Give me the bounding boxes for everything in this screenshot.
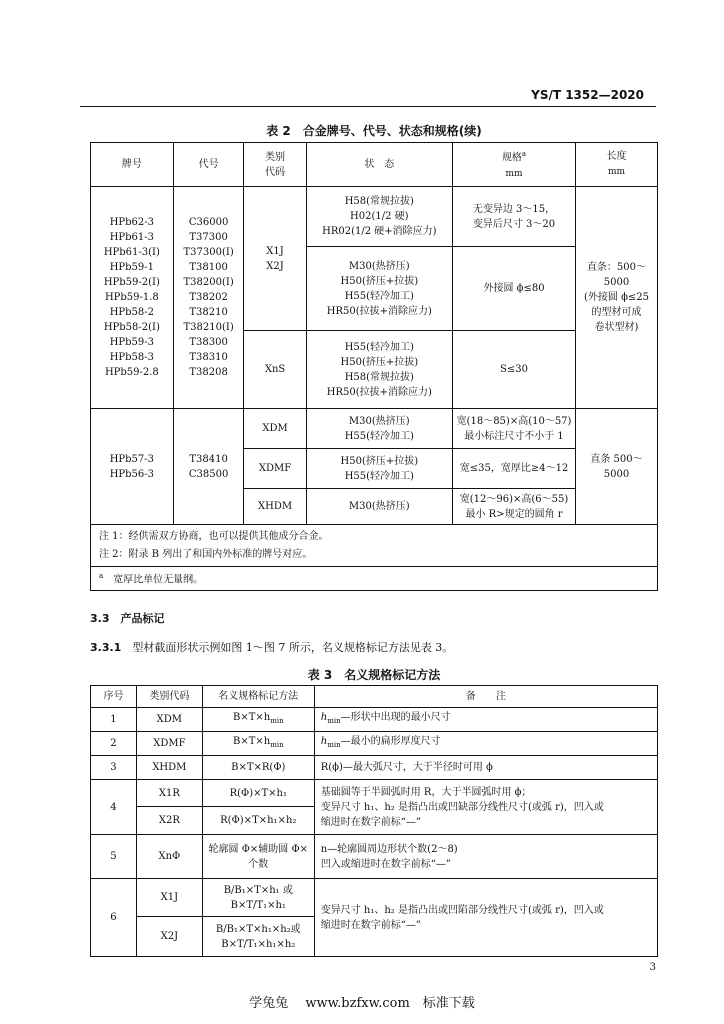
header-rule bbox=[80, 106, 656, 107]
cell-line: T38100 bbox=[189, 262, 228, 273]
cell-line: H58(常规拉拔) bbox=[344, 196, 414, 207]
cell-line: HPb59-2.8 bbox=[104, 367, 159, 378]
cell-code: XnΦ bbox=[136, 835, 202, 879]
cell-line: H55(轻冷加工) bbox=[344, 470, 414, 482]
cell-no: 6 bbox=[91, 879, 137, 957]
cell-line: HR50(拉拔+消除应力) bbox=[326, 386, 432, 398]
group2-cat-xhdm: XHDM bbox=[244, 489, 306, 525]
cell-line: HPb59-1.8 bbox=[104, 292, 159, 303]
cell-line: T38202 bbox=[189, 292, 228, 303]
cell-line: H55(轻冷加工) bbox=[344, 290, 414, 302]
cell-line: (外接圆 ϕ≤25 bbox=[583, 292, 649, 303]
cell-line: 变异尺寸 h₁、h₂ 是指凸出或凹缺部分线性尺寸(或弧 r)，凹入或 bbox=[320, 801, 604, 813]
group2-cat-xdm: XDM bbox=[244, 409, 306, 449]
cell-no: 2 bbox=[91, 732, 137, 756]
group1-state-a2 bbox=[306, 247, 452, 331]
cell-no: 3 bbox=[91, 756, 137, 780]
cell-method: $B\times T\times h_{min}$ bbox=[202, 732, 314, 756]
cell-method: B/B₁×T×h₁×h₂或 B×T/T₁×h₁×h₂ bbox=[202, 917, 314, 957]
cell-line: T38410 bbox=[189, 453, 228, 465]
group2-codes bbox=[173, 409, 244, 525]
group1-state-b bbox=[306, 331, 452, 409]
cell-line: HPb61-3 bbox=[109, 232, 155, 243]
cell-line: 基础圆等于半圆弧时用 R，大于半圆弧时用 ϕ； bbox=[320, 786, 532, 798]
cell-method: B×T×R(Φ) bbox=[202, 756, 314, 780]
cell-line: HPb58-2 bbox=[109, 307, 155, 318]
cell-line: 变异后尺寸 3～20 bbox=[472, 218, 556, 230]
group2-spec-xdmf: 宽≤35，宽厚比≥4～12 bbox=[453, 449, 576, 489]
cell-line: T38310 bbox=[189, 352, 228, 363]
cell-method: $B\times T\times h_{min}$ bbox=[202, 708, 314, 732]
cell-line: HR50(拉拔+消除应力) bbox=[326, 305, 432, 317]
table2-footnote: $^a$ 宽厚比单位无量纲。 bbox=[91, 567, 658, 591]
cell-line: H50(挤压+拉拔) bbox=[340, 275, 419, 287]
group2-state-xhdm: M30(热挤压) bbox=[306, 489, 452, 525]
cell-line: HR02(1/2 硬+消除应力) bbox=[322, 226, 437, 237]
th3-remark: 备 注 bbox=[314, 686, 657, 708]
cell-line: 卷状型材) bbox=[594, 322, 639, 333]
cell-line: H55(轻冷加工) bbox=[344, 430, 414, 442]
th3-code: 类别代码 bbox=[136, 686, 202, 708]
cell-line: HPb59-3 bbox=[109, 337, 155, 348]
group2-grades bbox=[91, 409, 174, 525]
cell-line: H55(轻冷加工) bbox=[344, 341, 414, 353]
cell-line: T37300 bbox=[189, 232, 228, 243]
cell-code: XHDM bbox=[136, 756, 202, 780]
group1-cat-a: X1J X2J bbox=[244, 187, 306, 331]
standard-number: YS/T 1352—2020 bbox=[531, 88, 644, 102]
cell-line: H58(常规拉拔) bbox=[344, 371, 414, 383]
group2-cat-xdmf: XDMF bbox=[244, 449, 306, 489]
cell-line: HPb58-2(Ⅰ) bbox=[103, 322, 160, 333]
cell-line: C38500 bbox=[188, 468, 229, 480]
cell-no: 5 bbox=[91, 835, 137, 879]
cell-line: T38210 bbox=[189, 307, 228, 318]
th-category: 类别 代码 bbox=[244, 143, 306, 187]
cell-line: H02(1/2 硬) bbox=[350, 211, 409, 222]
group2-state-xdm bbox=[306, 409, 452, 449]
cell-line: 宽(12～96)×高(6～55) bbox=[459, 493, 569, 505]
group1-spec-b: S≤30 bbox=[453, 331, 576, 409]
table2-header-row bbox=[91, 143, 658, 187]
cell-method: R(Φ)×T×h₁×h₂ bbox=[202, 807, 314, 835]
cell-remark: R(ϕ)—最大弧尺寸，大于半径时可用 ϕ bbox=[314, 756, 657, 780]
cell-line: HPb59-1 bbox=[109, 262, 155, 273]
table3-row-4a bbox=[91, 780, 658, 807]
group1-spec-a1 bbox=[453, 187, 576, 247]
cell-line: T38300 bbox=[189, 337, 228, 348]
group1-length bbox=[575, 187, 657, 409]
cell-line: 直条：500～5000 bbox=[586, 262, 647, 288]
cell-line: HPb58-3 bbox=[109, 352, 155, 363]
table3 bbox=[90, 685, 658, 957]
th-code: 代号 bbox=[173, 143, 244, 187]
th-state: 状 态 bbox=[306, 143, 452, 187]
cell-remark: $h_{min}—$最小的扁形厚度尺寸 bbox=[314, 732, 657, 756]
table2 bbox=[90, 142, 658, 591]
group1-grades bbox=[91, 187, 174, 409]
cell-line: HPb59-2(Ⅰ) bbox=[103, 277, 160, 288]
th3-no: 序号 bbox=[91, 686, 137, 708]
cell-code: X2J bbox=[136, 917, 202, 957]
table3-row-3 bbox=[91, 756, 658, 780]
table3-row-6a bbox=[91, 879, 658, 917]
cell-line: H50(挤压+拉拔) bbox=[340, 356, 419, 368]
cell-method: B/B₁×T×h₁ 或 B×T/T₁×h₁ bbox=[202, 879, 314, 917]
table3-row-1 bbox=[91, 708, 658, 732]
th-grade: 牌号 bbox=[91, 143, 174, 187]
th3-method: 名义规格标记方法 bbox=[202, 686, 314, 708]
cell-method: R(Φ)×T×h₁ bbox=[202, 780, 314, 807]
cell-line: 最小标注尺寸不小于 1 bbox=[464, 430, 564, 442]
table3-caption: 表 3 名义规格标记方法 bbox=[307, 668, 441, 682]
cell-line: 无变异边 3～15， bbox=[472, 203, 556, 215]
cell-remark: $h_{min}—$形状中出现的最小尺寸 bbox=[314, 708, 657, 732]
cell-no: 1 bbox=[91, 708, 137, 732]
cell-code: X1R bbox=[136, 780, 202, 807]
cell-line: 缩进时在数字前标“—” bbox=[320, 816, 421, 828]
cell-line: n—轮廓圆周边形状个数(2～8) bbox=[320, 843, 458, 855]
table3-header-row bbox=[91, 686, 658, 708]
table3-row-5 bbox=[91, 835, 658, 879]
cell-line: 宽(18～85)×高(10～57) bbox=[456, 415, 572, 427]
cell-code: X1J bbox=[136, 879, 202, 917]
section-heading: 3.3 产品标记 bbox=[90, 612, 165, 625]
group2-spec-xdm bbox=[453, 409, 576, 449]
th-spec: 规格$^a$ mm bbox=[453, 143, 576, 187]
cell-no: 4 bbox=[91, 780, 137, 835]
cell-line: 的型材可成 bbox=[591, 307, 642, 318]
cell-remark bbox=[314, 835, 657, 879]
group2-state-xdmf bbox=[306, 449, 452, 489]
table3-row-2 bbox=[91, 732, 658, 756]
group1-cat-b: XnS bbox=[244, 331, 306, 409]
cell-code: X2R bbox=[136, 807, 202, 835]
cell-line: C36000 bbox=[188, 217, 229, 228]
cell-line: 缩进时在数字前标“—” bbox=[320, 919, 421, 931]
group1-state-a1 bbox=[306, 187, 452, 247]
th-length: 长度 mm bbox=[575, 143, 657, 187]
cell-line: T38210(Ⅰ) bbox=[183, 322, 234, 333]
cell-line: HPb61-3(Ⅰ) bbox=[103, 247, 160, 258]
cell-line: T38208 bbox=[189, 367, 228, 378]
cell-line: H50(挤压+拉拔) bbox=[340, 455, 419, 467]
cell-line: 变异尺寸 h₁、h₂ 是指凸出或凹陷部分线性尺寸(或弧 r)，凹入或 bbox=[320, 904, 604, 916]
cell-line: HPb57-3 bbox=[109, 453, 155, 465]
footer-watermark: 学兔兔 www.bzfxw.com 标准下载 bbox=[249, 996, 475, 1011]
paragraph-3-3-1: 3.3.1 型材截面形状示例如图 1～图 7 所示，名义规格标记方法见表 3。 bbox=[90, 641, 454, 654]
group1-spec-a2: 外接圆 ϕ≤80 bbox=[453, 247, 576, 331]
table2-caption: 表 2 合金牌号、代号、状态和规格(续) bbox=[266, 124, 482, 138]
cell-line: T38200(Ⅰ) bbox=[183, 277, 234, 288]
cell-code: XDMF bbox=[136, 732, 202, 756]
cell-line: M30(热挤压) bbox=[348, 260, 410, 272]
cell-line: HPb56-3 bbox=[109, 468, 155, 480]
cell-remark bbox=[314, 780, 657, 835]
page-number: 3 bbox=[649, 962, 656, 973]
cell-line: 最小 R>规定的圆角 r bbox=[465, 508, 563, 520]
group2-length: 直条 500～5000 bbox=[575, 409, 657, 525]
table2-notes: 注 1：经供需双方协商，也可以提供其他成分合金。 注 2：附录 B 列出了和国内外标准的牌号对应。 bbox=[91, 525, 658, 567]
group2-spec-xhdm bbox=[453, 489, 576, 525]
group1-codes bbox=[173, 187, 244, 409]
cell-remark bbox=[314, 879, 657, 957]
cell-line: 凹入或缩进时在数字前标“—” bbox=[320, 858, 451, 870]
cell-line: T37300(Ⅰ) bbox=[183, 247, 234, 258]
cell-method: 轮廓圆 Φ×辅助圆 Φ×个数 bbox=[202, 835, 314, 879]
cell-line: HPb62-3 bbox=[109, 217, 155, 228]
cell-line: M30(热挤压) bbox=[348, 415, 410, 427]
cell-code: XDM bbox=[136, 708, 202, 732]
